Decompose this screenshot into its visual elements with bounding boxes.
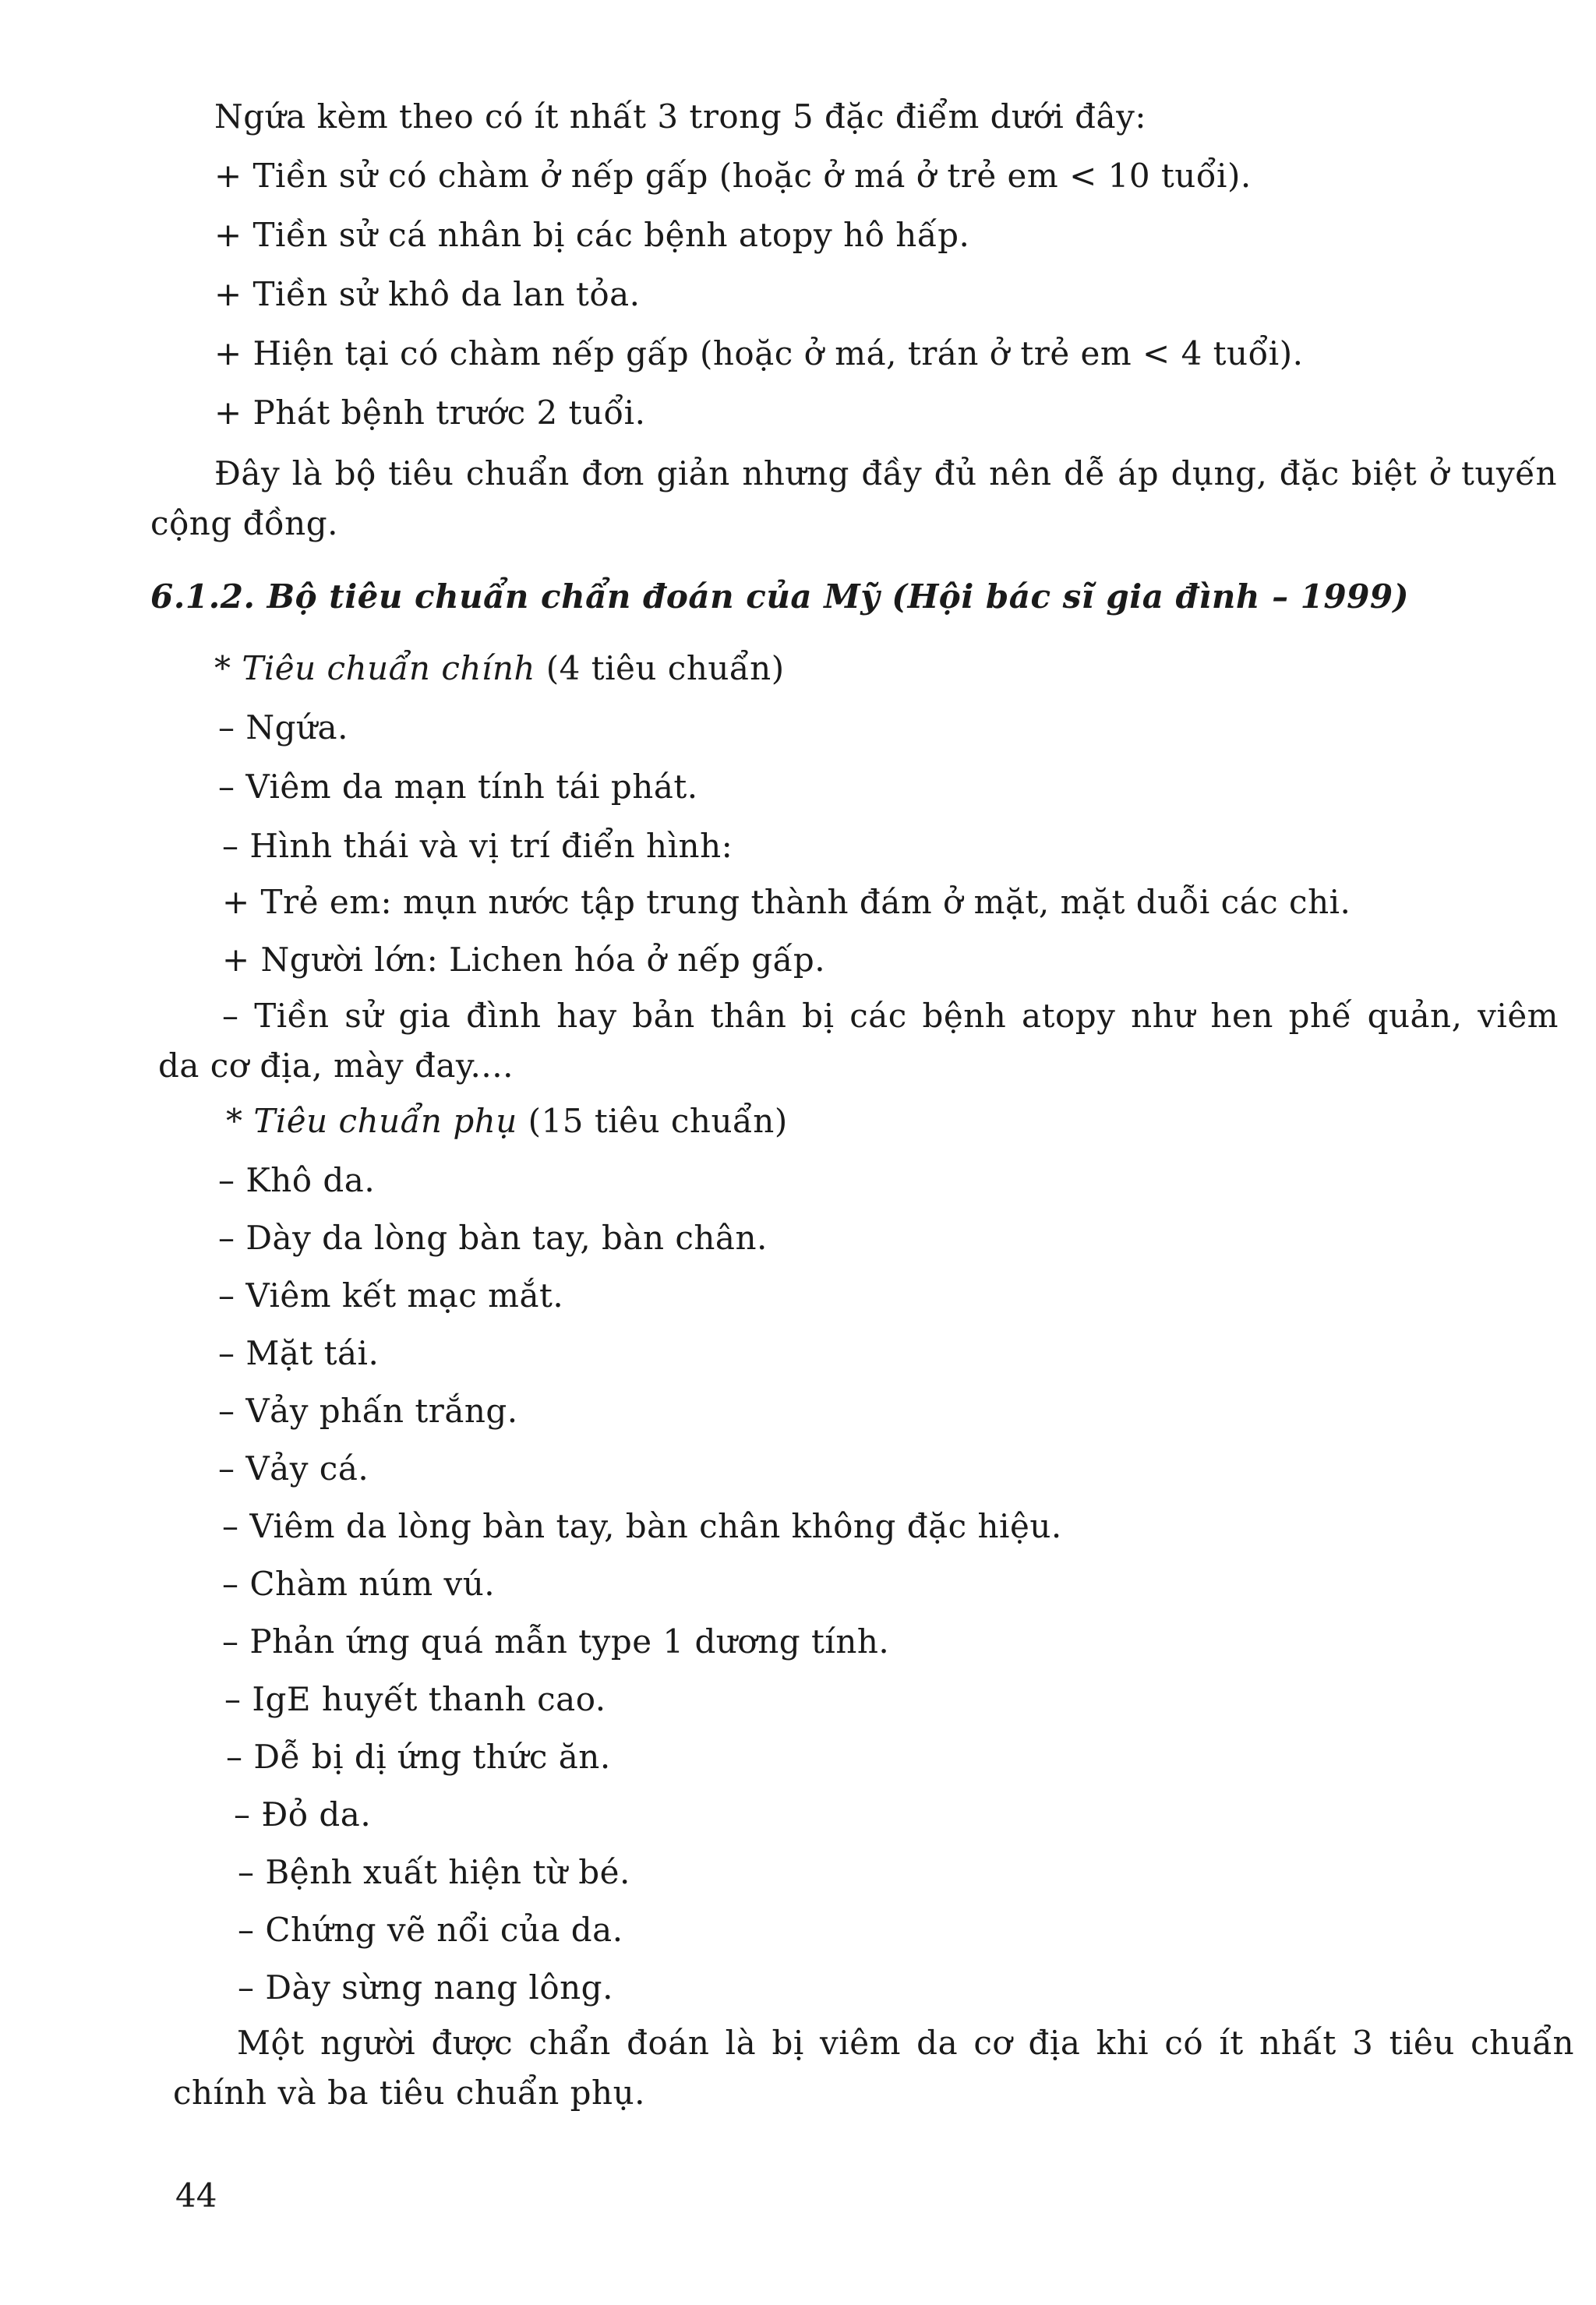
major-item-3-child-1: + Trẻ em: mụn nước tập trung thành đám ở mặt, mặt duỗi các chi. [222, 883, 1351, 921]
minor-item-12: – Đỏ da. [234, 1795, 372, 1834]
minor-item-10: – IgE huyết thanh cao. [224, 1680, 606, 1718]
uk-criterion-4: + Hiện tại có chàm nếp gấp (hoặc ở má, trán ở trẻ em < 4 tuổi). [214, 334, 1304, 372]
uk-criterion-1: + Tiền sử có chàm ở nếp gấp (hoặc ở má ở trẻ em < 10 tuổi). [214, 157, 1252, 195]
major-item-4-line-1: – Tiền sử gia đình hay bản thân bị các bệnh atopy như hen phế quản, viêm [222, 997, 1559, 1035]
summary-line-2: cộng đồng. [150, 504, 338, 542]
minor-item-2: – Dày da lòng bàn tay, bàn chân. [218, 1219, 768, 1257]
major-item-2: – Viêm da mạn tính tái phát. [218, 768, 698, 806]
minor-criteria-title [226, 1100, 788, 1143]
minor-item-7: – Viêm da lòng bàn tay, bàn chân không đặc hiệu. [222, 1507, 1062, 1545]
major-item-3-child-2: + Người lớn: Lichen hóa ở nếp gấp. [222, 941, 826, 979]
uk-criterion-2: + Tiền sử cá nhân bị các bệnh atopy hô hấp. [214, 216, 970, 254]
conclusion-paragraph [173, 2018, 1574, 2118]
major-item-1: – Ngứa. [218, 708, 348, 747]
major-criteria-title-italic: * Tiêu chuẩn chính [214, 649, 535, 687]
major-item-4-paragraph [158, 991, 1559, 1091]
minor-item-11: – Dễ bị dị ứng thức ăn. [226, 1738, 611, 1776]
minor-item-4: – Mặt tái. [218, 1334, 380, 1372]
minor-criteria-title-italic: * Tiêu chuẩn phụ [226, 1102, 517, 1140]
minor-item-5: – Vảy phấn trắng. [218, 1392, 518, 1430]
major-item-4-line-2: da cơ địa, mày đay.... [158, 1047, 514, 1085]
major-item-3: – Hình thái và vị trí điển hình: [222, 827, 733, 865]
minor-criteria-title-rest: (15 tiêu chuẩn) [517, 1102, 788, 1140]
intro-text: Ngứa kèm theo có ít nhất 3 trong 5 đặc điểm dưới đây: [214, 97, 1146, 136]
page-number: 44 [175, 2176, 217, 2215]
major-criteria-title [214, 647, 785, 690]
conclusion-line-1: Một người được chẩn đoán là bị viêm da cơ địa khi có ít nhất 3 tiêu chuẩn [237, 2024, 1574, 2062]
minor-item-9: – Phản ứng quá mẫn type 1 dương tính. [222, 1622, 890, 1661]
major-criteria-title-rest: (4 tiêu chuẩn) [535, 649, 785, 687]
minor-item-14: – Chứng vẽ nổi của da. [238, 1911, 623, 1949]
minor-item-1: – Khô da. [218, 1161, 376, 1199]
minor-item-8: – Chàm núm vú. [222, 1565, 496, 1603]
minor-item-15: – Dày sừng nang lông. [238, 1968, 613, 2007]
minor-item-6: – Vảy cá. [218, 1449, 369, 1488]
uk-criterion-5: + Phát bệnh trước 2 tuổi. [214, 394, 646, 432]
summary-line-1: Đây là bộ tiêu chuẩn đơn giản nhưng đầy đủ nên dễ áp dụng, đặc biệt ở tuyến [214, 454, 1557, 492]
summary-paragraph [150, 449, 1557, 549]
uk-criterion-3: + Tiền sử khô da lan tỏa. [214, 275, 641, 313]
minor-item-3: – Viêm kết mạc mắt. [218, 1276, 564, 1315]
section-heading: 6.1.2. Bộ tiêu chuẩn chẩn đoán của Mỹ (Hội bác sĩ gia đình – 1999) [150, 577, 1409, 616]
minor-item-13: – Bệnh xuất hiện từ bé. [238, 1853, 630, 1891]
conclusion-line-2: chính và ba tiêu chuẩn phụ. [173, 2074, 646, 2112]
